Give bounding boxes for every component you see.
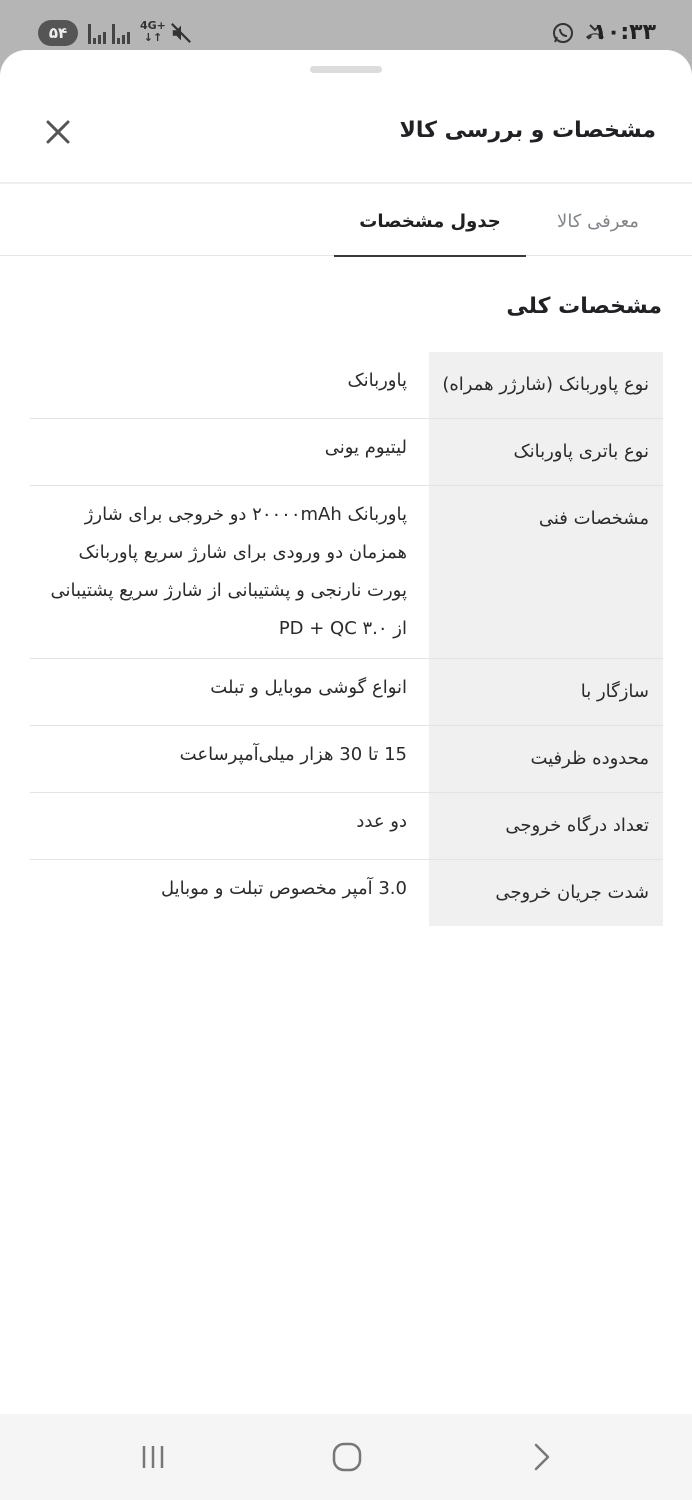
tab-spec-table[interactable]: جدول مشخصات [334, 186, 526, 256]
spec-row [30, 659, 663, 726]
signal-icon-2 [112, 22, 130, 44]
spec-value: 15 تا 30 هزار میلی‌آمپرساعت [179, 744, 407, 765]
sheet-header [0, 98, 692, 184]
spec-value: پاوربانک [347, 370, 407, 391]
spec-key: مشخصات فنی [429, 486, 663, 658]
back-icon [526, 1442, 556, 1472]
clock: ۱۰:۳۳ [593, 20, 656, 45]
back-button[interactable] [520, 1436, 562, 1478]
tab-bar [0, 186, 692, 256]
section-title: مشخصات کلی [506, 294, 662, 319]
spec-row [30, 419, 663, 486]
close-button[interactable] [40, 114, 76, 150]
signal-icon [88, 22, 106, 44]
spec-value: پاوربانک ۲۰۰۰۰mAh دو خروجی برای شارژ همزمان دو ورودی برای شارژ سریع پاوربانک پورت نارنجی و پشتیبانی از شارژ سریع پشتیبانی از PD + QC ۳.۰ [50, 504, 407, 639]
spec-key: نوع پاوربانک (شارژر همراه) [429, 352, 663, 418]
spec-row [30, 860, 663, 926]
battery-indicator: ۵۴ [38, 20, 78, 46]
spec-key: تعداد درگاه خروجی [429, 793, 663, 859]
mute-icon [168, 20, 194, 46]
spec-bottom-sheet [0, 50, 692, 1414]
spec-key: محدوده ظرفیت [429, 726, 663, 792]
home-button[interactable] [326, 1436, 368, 1478]
sheet-drag-handle[interactable] [310, 66, 382, 73]
spec-key: نوع باتری پاوربانک [429, 419, 663, 485]
spec-row [30, 726, 663, 793]
spec-row [30, 352, 663, 419]
spec-row [30, 793, 663, 860]
recent-apps-button[interactable] [132, 1436, 174, 1478]
close-icon [43, 117, 73, 147]
recent-apps-icon [138, 1442, 168, 1472]
sheet-title: مشخصات و بررسی کالا [399, 118, 656, 143]
spec-row [30, 486, 663, 659]
spec-value: دو عدد [356, 811, 407, 832]
spec-key: شدت جریان خروجی [429, 860, 663, 926]
network-type: 4G+ ↓↑ [140, 19, 166, 44]
spec-value: 3.0 آمپر مخصوص تبلت و موبایل [160, 878, 407, 899]
home-icon [331, 1441, 363, 1473]
spec-table [30, 352, 663, 926]
spec-key: سازگار با [429, 659, 663, 725]
system-nav-bar [0, 1414, 692, 1500]
tab-product-intro[interactable]: معرفی کالا [557, 210, 639, 232]
spec-value: انواع گوشی موبایل و تبلت [210, 677, 407, 698]
spec-value: لیتیوم یونی [324, 437, 407, 458]
whatsapp-icon [550, 20, 576, 46]
